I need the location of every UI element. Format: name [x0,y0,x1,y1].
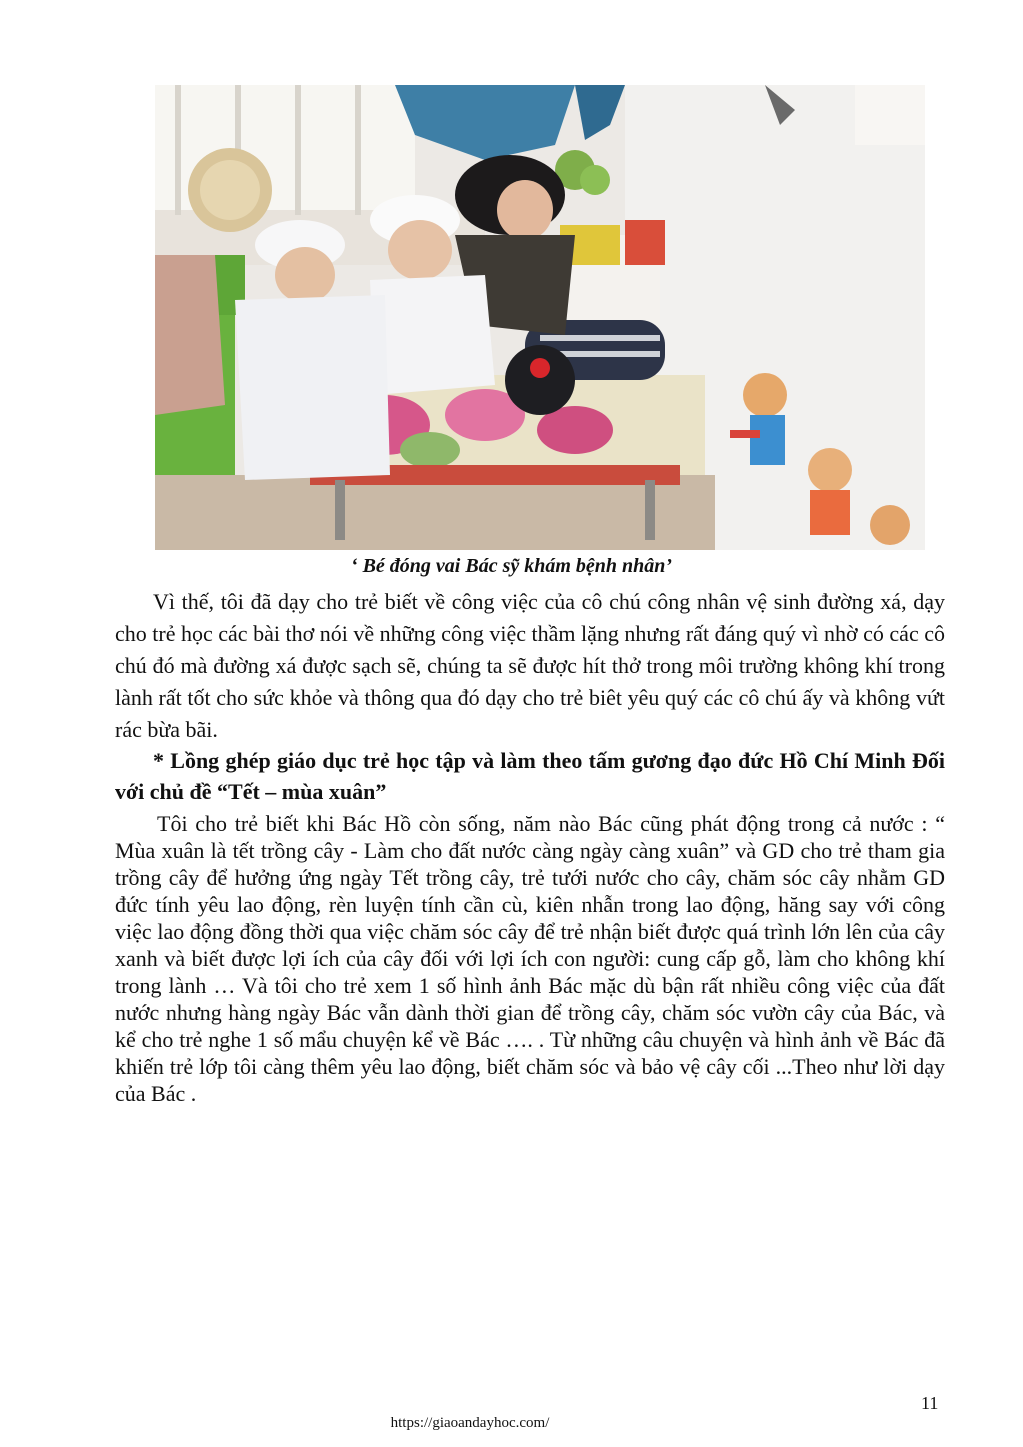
body-paragraph-2: Tôi cho trẻ biết khi Bác Hồ còn sống, năm nào Bác cũng phát động trong cả nước : “ Mùa xuân là tết trồng cây - Làm cho đất nước càng ngày càng xuân” và GD cho trẻ tham gia trồng cây để hưởng ứng ngày Tết trồng cây, trẻ tưới nước cho cây, chăm sóc cây nhằm GD đức tính yêu lao động, rèn luyện tính cần cù, kiên nhẫn trong lao động, hăng say với công việc lao động đồng thời qua việc chăm sóc cây để trẻ nhận biết được quá trình lớn lên của cây xanh và biết được lợi ích của cây đối với lợi ích con người: cung cấp gỗ, làm cho không khí trong lành … Và tôi cho trẻ xem 1 số hình ảnh Bác mặc dù bận rất nhiều công việc của đất nước nhưng hàng ngày Bác vẫn dành thời gian để trồng cây, chăm sóc vườn cây của Bác, và kể cho trẻ nghe 1 số mẩu chuyện kể về Bác …. . Từ những câu chuyện và hình ảnh về Bác đã khiến trẻ lớp tôi càng thêm yêu lao động, biết chăm sóc và bảo vệ cây cối ...Theo như lời dạy của Bác . [115,811,945,1106]
body-paragraph-1: Vì thế, tôi đã dạy cho trẻ biết về công việc của cô chú công nhân vệ sinh đường xá, dạy cho trẻ học các bài thơ nói về những công việc thầm lặng nhưng rất đáng quý vì nhờ có các cô chú đó mà đường xá được sạch sẽ, chúng ta sẽ được hít thở trong môi trường không khí trong lành rất tốt cho sức khỏe và thông qua đó dạy cho trẻ biêt yêu quý các cô chú ấy và không vứt rác bừa bãi. [115,589,945,742]
page-number: 11 [921,1393,939,1413]
classroom-photo [155,85,925,550]
photo-caption: ‘ Bé đóng vai Bác sỹ khám bệnh nhân’ [350,555,673,577]
section-heading: * Lồng ghép giáo dục trẻ học tập và làm theo tấm gương đạo đức Hồ Chí Minh Đối với chủ đề “Tết – mùa xuân” [115,748,945,804]
footer-url: https://giaoandayhoc.com/ [390,1415,550,1431]
